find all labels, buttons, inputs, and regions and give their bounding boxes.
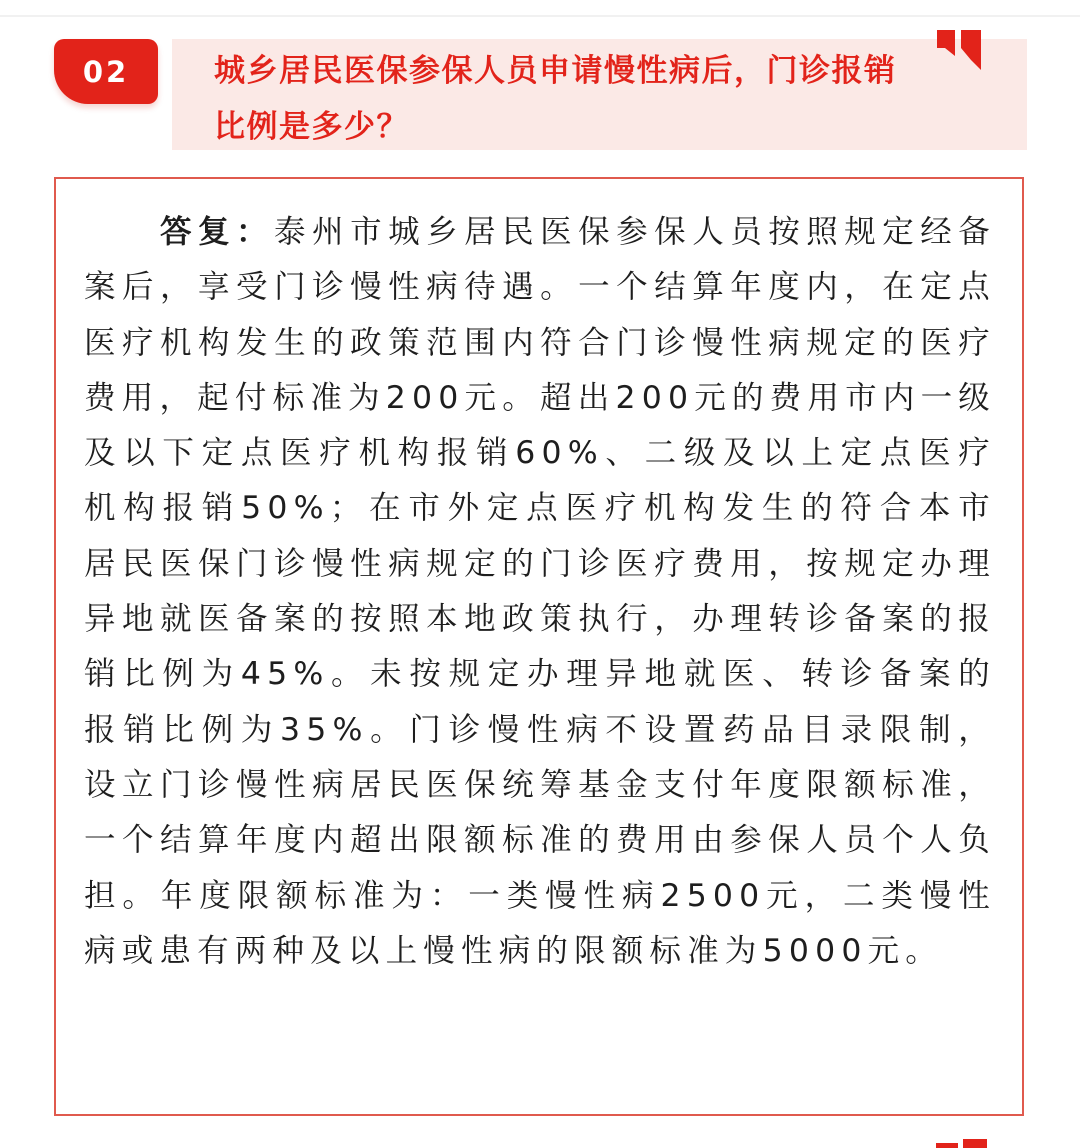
section-number-badge: 02	[54, 39, 158, 104]
quote-mark-icon	[935, 26, 987, 72]
quote-mark-bottom-icon	[936, 1139, 988, 1148]
top-divider	[0, 15, 1080, 17]
question-title: 城乡居民医保参保人员申请慢性病后，门诊报销比例是多少？	[214, 53, 897, 145]
answer-paragraph	[84, 205, 996, 979]
answer-label: 答复：	[160, 214, 275, 250]
answer-body: 泰州市城乡居民医保参保人员按照规定经备案后，享受门诊慢性病待遇。一个结算年度内，在定点医疗机构发生的政策范围内符合门诊慢性病规定的医疗费用，起付标准为200元。超出200元的费用市内一级及以下定点医疗机构报销60%、二级及以上定点医疗机构报销50%；在市外定点医疗机构发生的符合本市居民医保门诊慢性病规定的门诊医疗费用，按规定办理异地就医备案的按照本地政策执行，办理转诊备案的报销比例为45%。未按规定办理异地就医、转诊备案的报销比例为35%。门诊慢性病不设置药品目录限制，设立门诊慢性病居民医保统筹基金支付年度限额标准，一个结算年度内超出限额标准的费用由参保人员个人负担。年度限额标准为：一类慢性病2500元，二类慢性病或患有两种及以上慢性病的限额标准为5000元。	[84, 214, 996, 969]
